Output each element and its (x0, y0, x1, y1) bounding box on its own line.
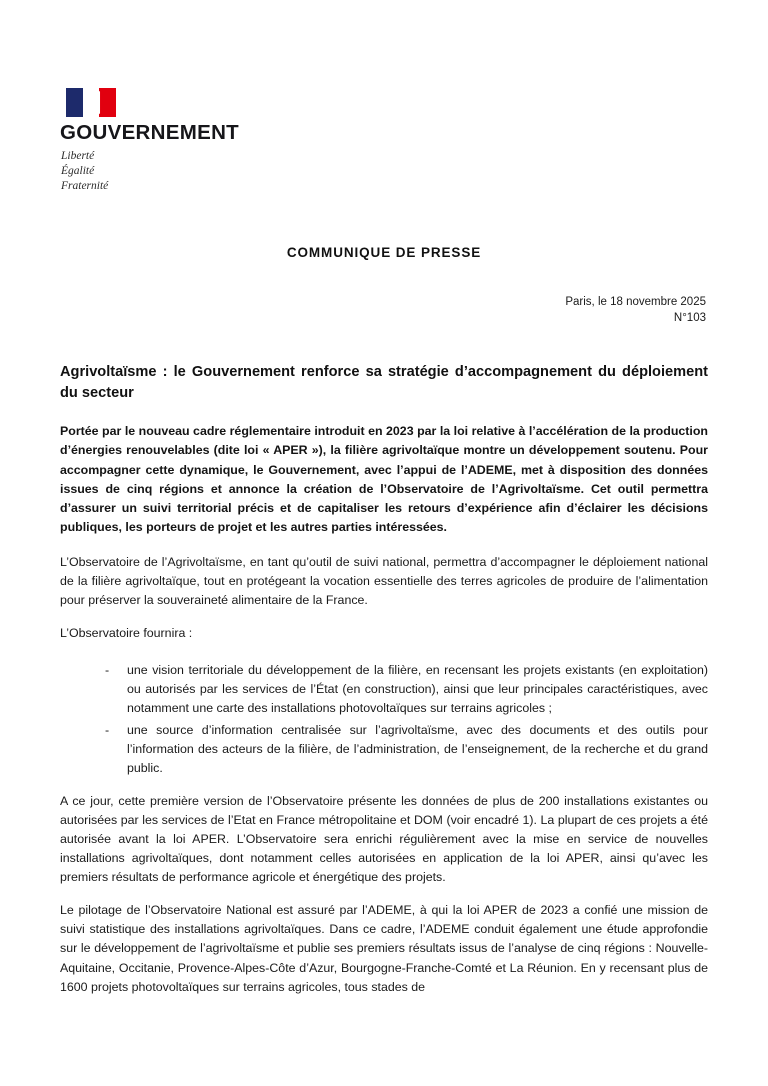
dateline-block (565, 295, 706, 326)
gouvernement-wordmark: GOUVERNEMENT (60, 121, 240, 144)
page-title: Agrivoltaïsme : le Gouvernement renforce sa stratégie d’accompagnement du déploiement du secteur (60, 364, 708, 402)
list-item (60, 661, 708, 718)
list-item (60, 721, 708, 778)
republic-motto (61, 149, 280, 195)
list-item-text: une source d’information centralisée sur l’agrivoltaïsme, avec des documents et des outils pour l’information des acteurs de la filière, de l’administration, de l’enseignement, de la recherche et du grand public. (127, 722, 708, 775)
lead-paragraph: Portée par le nouveau cadre réglementaire introduit en 2023 par la loi relative à l’accélération de la production d’énergies renouvelables (dite loi « APER »), la filière agrivoltaïque montre un développement soutenu. Pour accompagner cette dynamique, le Gouvernement, avec l’appui de l’ADEME, met à disposition des données issues de cinq régions et annonce la création de l’Observatoire de l’Agrivoltaïsme. Cet outil permettra d’assurer un suivi territorial précis et de capitaliser les retours d’expérience afin d’éclairer les décisions publiques, les porteurs de projet et les autres parties intéressées. (60, 424, 708, 534)
communique-de-presse-heading: COMMUNIQUE DE PRESSE (286, 245, 482, 260)
paragraph-4: Le pilotage de l’Observatoire National est assuré par l’ADEME, à qui la loi APER de 2023 a confié une mission de suivi statistique des installations agrivoltaïques. Dans ce cadre, l’ADEME conduit également une étude approfondie sur le développement de l’agrivoltaïsme et publie ses premiers résultats issus de l’analyse de cinq régions : Nouvelle-Aquitaine, Occitanie, Provence-Alpes-Côte d’Azur, Bourgogne-Franche-Comté et La Réunion. En y recensant plus de 1600 projets photovoltaïques sur terrains agricoles, tous stades de (60, 903, 708, 994)
marianne-silhouette-icon (76, 90, 107, 114)
reference-number: N°103 (673, 311, 706, 324)
document-body (60, 362, 708, 1011)
place-and-date: Paris, le 18 novembre 2025 (565, 296, 706, 308)
observatory-features-list (60, 661, 708, 778)
list-item-text: une vision territoriale du développement de la filière, en recensant les projets existants (en exploitation) ou autorisés par les services de l’État (en construction), ainsi que leur principales caractéristiques, avec notamment une carte des installations photovoltaïques sur terrains agricoles ; (127, 663, 708, 716)
list-intro-line: L’Observatoire fournira : (60, 626, 193, 641)
government-logo-block (60, 88, 280, 194)
list-spacer (60, 651, 708, 661)
french-flag-marianne-icon (66, 88, 116, 117)
paragraph-2: L’Observatoire de l’Agrivoltaïsme, en tant qu’outil de suivi national, permettra d’accompagner le déploiement national de la filière agrivoltaïque, tout en protégeant la vocation essentielle des terres agricoles de produire de l’alimentation pour préserver la souveraineté alimentaire de la France. (60, 554, 708, 608)
list-marker: - (105, 663, 110, 678)
motto-fraternite: Fraternité (61, 179, 109, 192)
motto-egalite: Égalité (61, 164, 95, 177)
paragraph-3: A ce jour, cette première version de l’Observatoire présente les données de plus de 200 installations existantes ou autorisées par les services de l’Etat en France métropolitaine et DOM (voir encadré 1). La plupart de ces projets a été autorisée avant la loi APER. L’Observatoire sera enrichi régulièrement avec la mise en service de nouvelles installations agrivoltaïques, dont notamment celles autorisées en application de la loi APER, ainsi qu’avec les premiers résultats de performance agricole et énergétique des projets. (60, 793, 708, 885)
list-marker: - (105, 722, 110, 737)
motto-liberte: Liberté (61, 149, 95, 162)
